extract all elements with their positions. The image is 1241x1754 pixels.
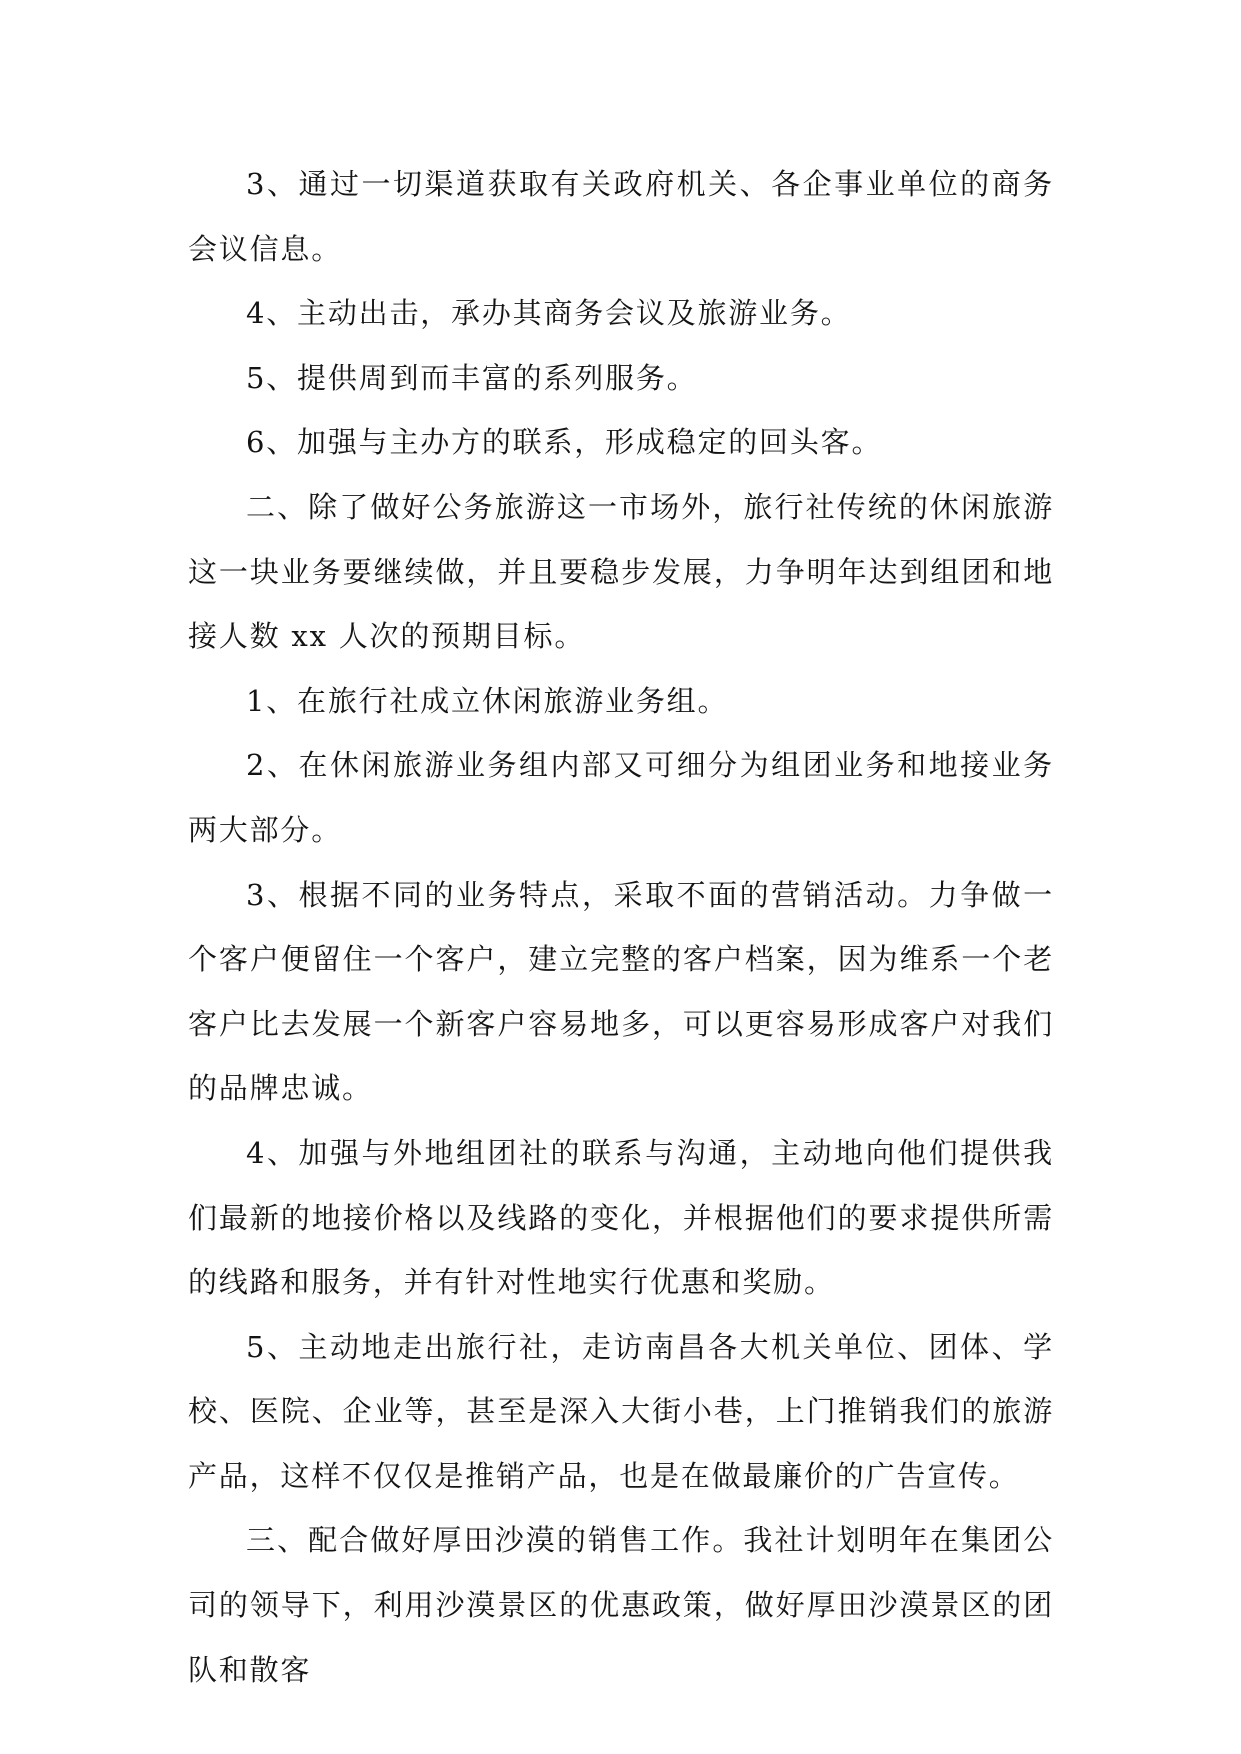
- paragraph-item-4-initiative: 4、主动出击，承办其商务会议及旅游业务。: [246, 296, 852, 331]
- paragraph-item-2-subdivision: 2、在休闲旅游业务组内部又可细分为组团业务和地接业务两大部分。: [188, 748, 1054, 847]
- paragraph-section-2-leisure-tourism: 二、除了做好公务旅游这一市场外，旅行社传统的休闲旅游这一块业务要继续做，并且要稳步发展，力争明年达到组团和地接人数 xx 人次的预期目标。: [188, 489, 1054, 654]
- paragraph-item-5-door-to-door: 5、主动地走出旅行社，走访南昌各大机关单位、团体、学校、医院、企业等，甚至是深入大街小巷，上门推销我们的旅游产品，这样不仅仅是推销产品，也是在做最廉价的广告宣传。: [188, 1329, 1054, 1493]
- document-body: [188, 152, 1054, 1702]
- paragraph-item-6-returning-guests: 6、加强与主办方的联系，形成稳定的回头客。: [246, 425, 883, 460]
- paragraph-item-1-business-group: 1、在旅行社成立休闲旅游业务组。: [246, 683, 729, 718]
- paragraph-section-3-desert-sales: 三、配合做好厚田沙漠的销售工作。我社计划明年在集团公司的领导下，利用沙漠景区的优惠政策，做好厚田沙漠景区的团队和散客: [188, 1523, 1054, 1687]
- paragraph-item-5-services: 5、提供周到而丰富的系列服务。: [246, 360, 698, 395]
- paragraph-item-3-channels: 3、通过一切渠道获取有关政府机关、各企事业单位的商务会议信息。: [188, 167, 1054, 266]
- paragraph-item-3-marketing: 3、根据不同的业务特点，采取不面的营销活动。力争做一个客户便留住一个客户，建立完整的客户档案，因为维系一个老客户比去发展一个新客户容易地多，可以更容易形成客户对我们的品牌忠诚。: [188, 877, 1054, 1106]
- paragraph-item-4-partner-agencies: 4、加强与外地组团社的联系与沟通，主动地向他们提供我们最新的地接价格以及线路的变化，并根据他们的要求提供所需的线路和服务，并有针对性地实行优惠和奖励。: [188, 1135, 1054, 1300]
